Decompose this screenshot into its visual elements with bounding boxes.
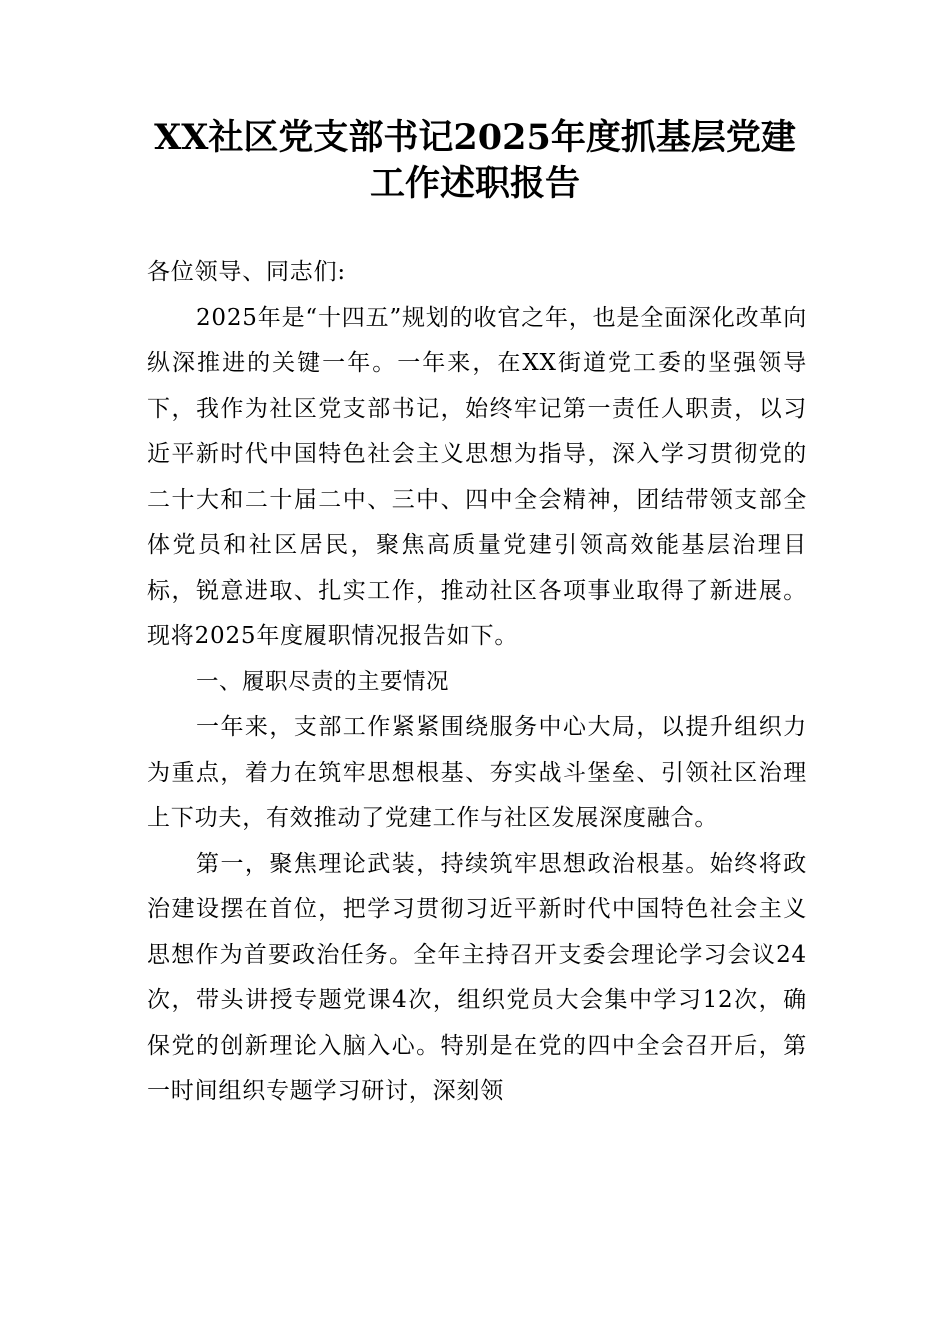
intro-paragraph: 2025年是“十四五”规划的收官之年，也是全面深化改革向纵深推进的关键一年。一年来，在XX街道党工委的坚强领导下，我作为社区党支部书记，始终牢记第一责任人职责，以习近平新时代中国特色社会主义思想为指导，深入学习贯彻党的二十大和二十届二中、三中、四中全会精神，团结带领支部全体党员和社区居民，聚焦高质量党建引领高效能基层治理目标，锐意进取、扎实工作，推动社区各项事业取得了新进展。现将2025年度履职情况报告如下。 <box>147 304 807 649</box>
document-title-line-1: XX社区党支部书记2025年度抓基层党建 <box>154 117 796 158</box>
first-point-paragraph: 第一，聚焦理论武装，持续筑牢思想政治根基。始终将政治建设摆在首位，把学习贯彻习近平新时代中国特色社会主义思想作为首要政治任务。全年主持召开支委会理论学习会议24次，带头讲授专题党课4次，组织党员大会集中学习12次，确保党的创新理论入脑入心。特别是在党的四中全会召开后，第一时间组织专题学习研讨，深刻领 <box>147 850 807 1104</box>
section-heading: 一、履职尽责的主要情况 <box>196 668 450 695</box>
document-title-line-2: 工作述职报告 <box>369 163 580 204</box>
document-body <box>147 250 807 1115</box>
summary-paragraph: 一年来，支部工作紧紧围绕服务中心大局，以提升组织力为重点，着力在筑牢思想根基、夯实战斗堡垒、引领社区治理上下功夫，有效推动了党建工作与社区发展深度融合。 <box>147 714 807 831</box>
salutation: 各位领导、同志们: <box>147 259 346 285</box>
